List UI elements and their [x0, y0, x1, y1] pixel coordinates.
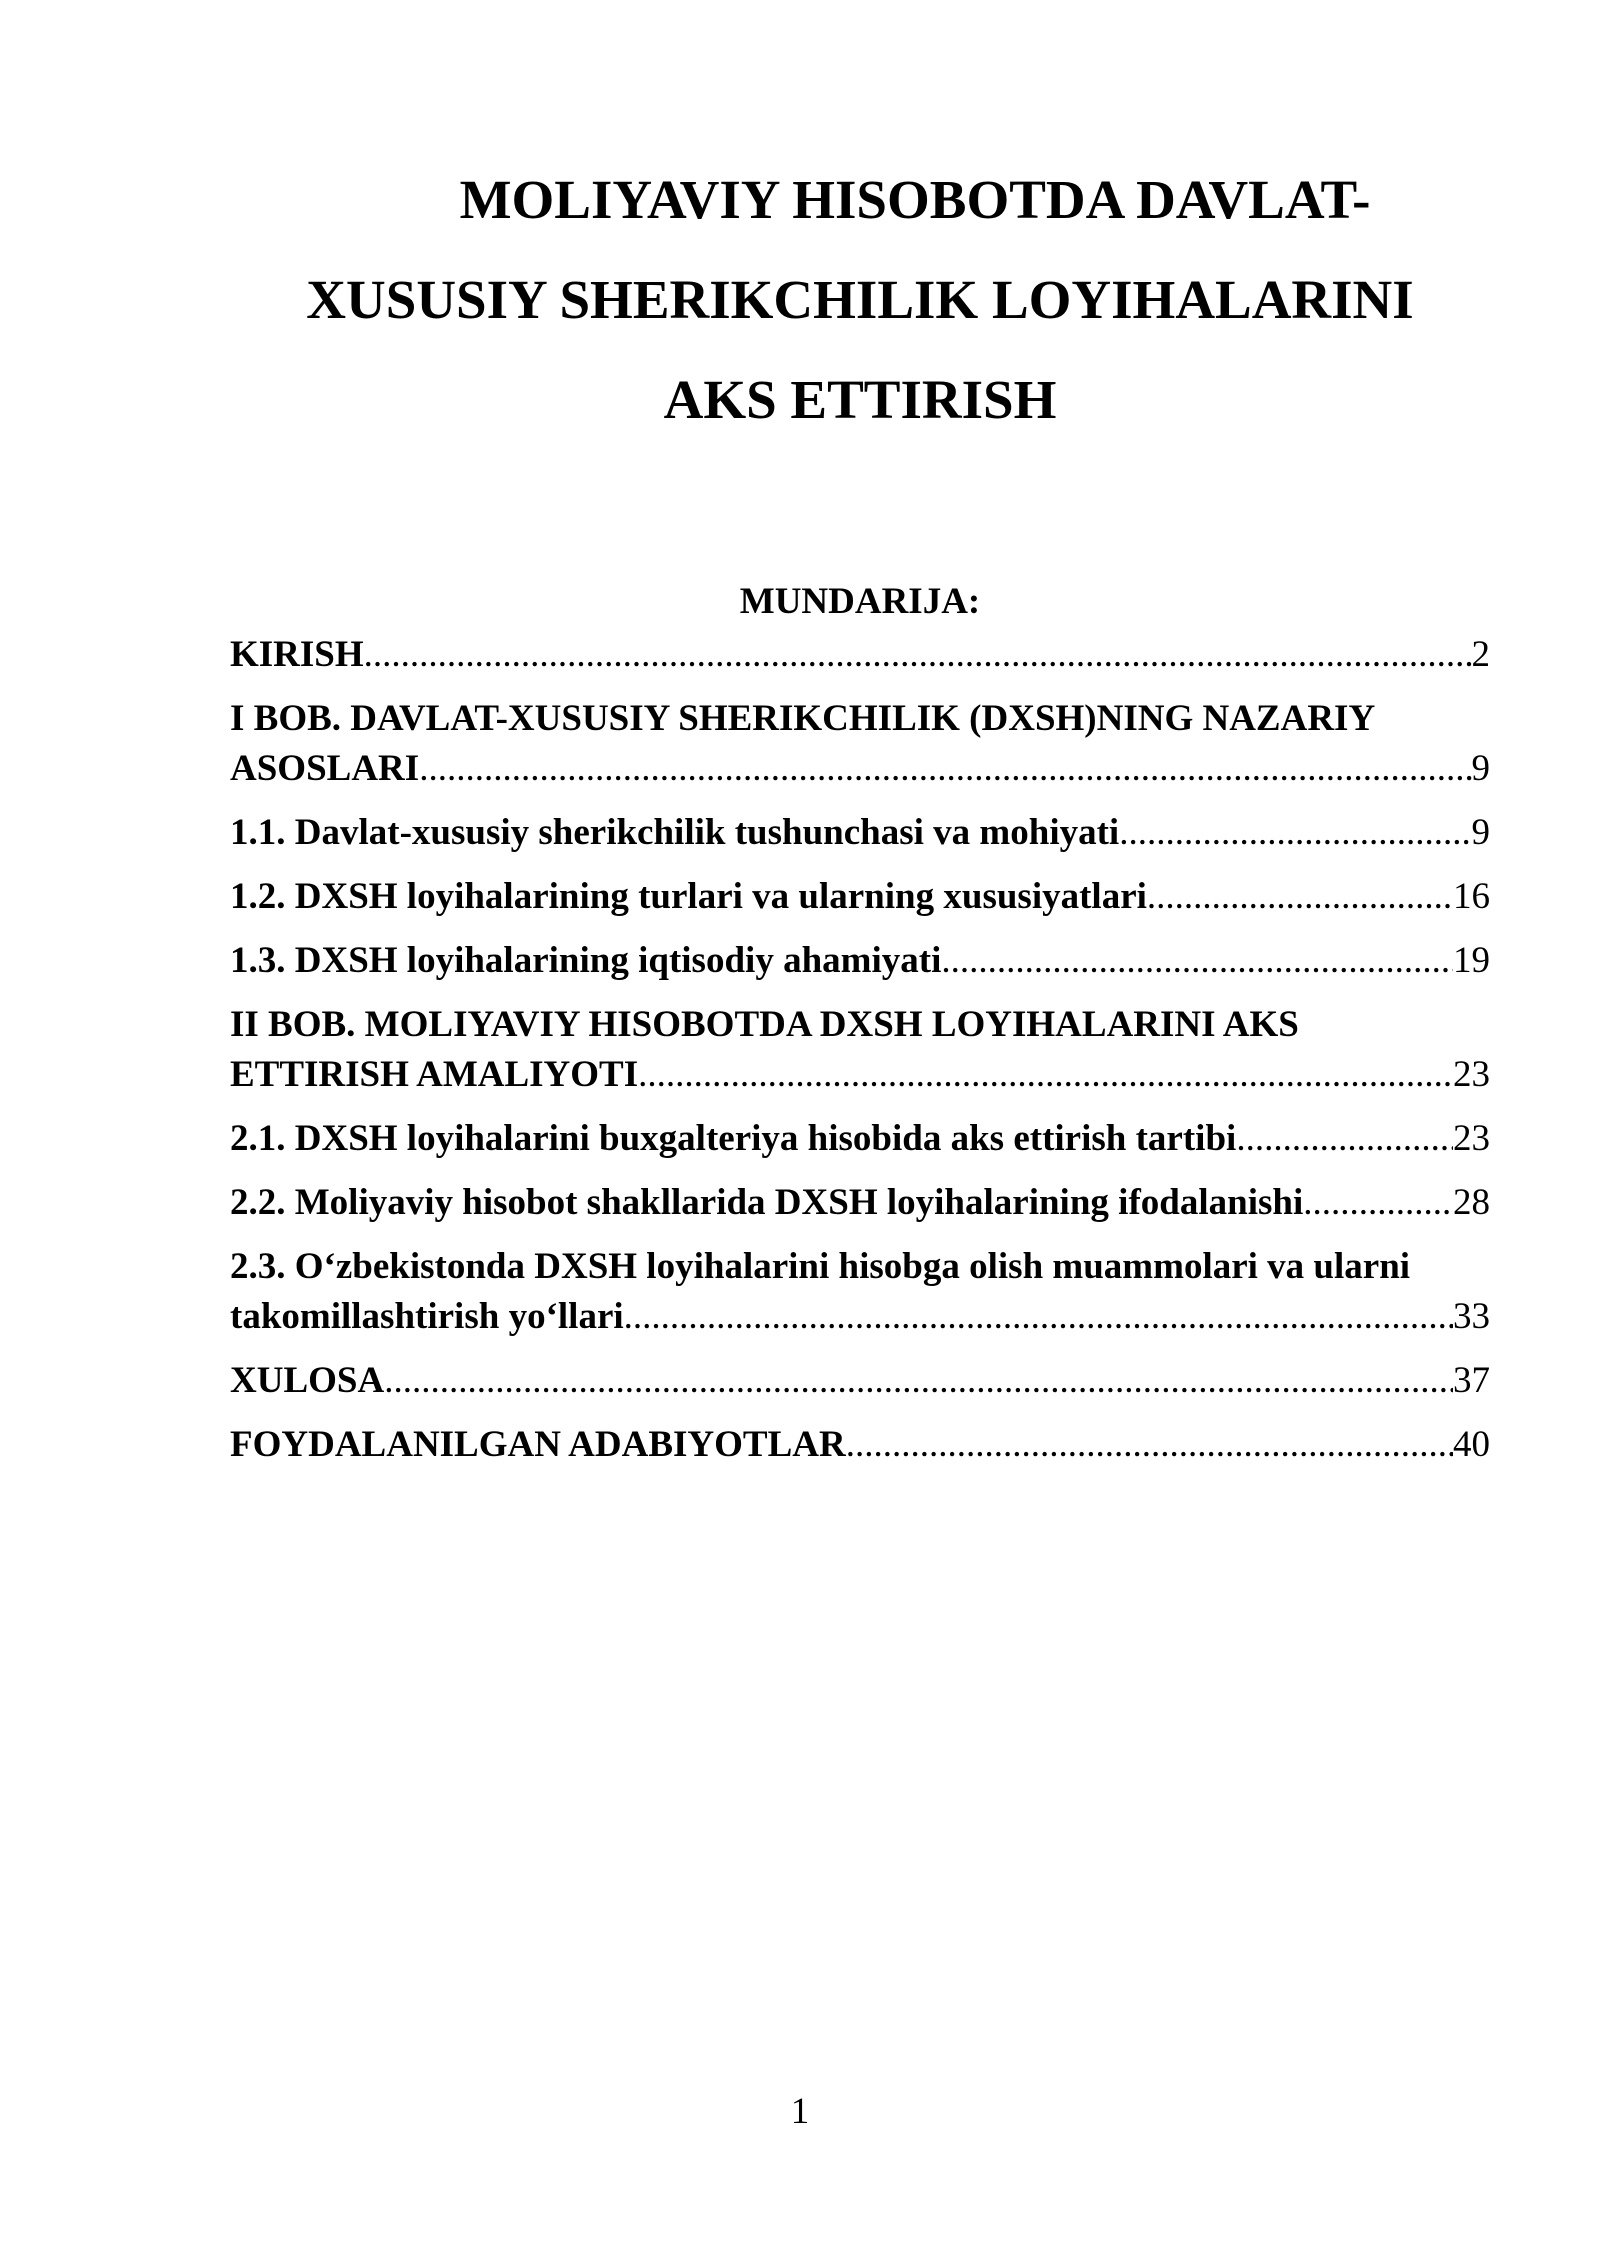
toc-leader-dots	[941, 936, 1453, 986]
toc-page-number: 23	[1453, 1054, 1490, 1095]
title-line: MOLIYAVIY HISOBOTDA DAVLAT-	[459, 169, 1371, 230]
toc-entry-label: takomillashtirish yo‘llari	[230, 1296, 624, 1337]
toc-entry-label: 1.3. DXSH loyihalarining iqtisodiy ahamiyati	[230, 940, 942, 981]
toc-entry[interactable]	[230, 936, 1490, 986]
toc-entry[interactable]	[230, 630, 1490, 680]
toc-leader-dots	[364, 630, 1472, 680]
toc-page-number: 37	[1453, 1360, 1490, 1401]
toc-entry[interactable]	[230, 1114, 1490, 1164]
toc-page-number: 33	[1453, 1296, 1490, 1337]
toc-page-number: 19	[1453, 940, 1490, 981]
toc-leader-dots	[1236, 1114, 1453, 1164]
toc-entry-label: ASOSLARI	[230, 748, 420, 789]
toc-leader-dots	[1119, 808, 1471, 858]
toc-entry-row	[230, 744, 1490, 794]
page-number: 1	[790, 2091, 810, 2132]
document-title	[230, 150, 1490, 450]
toc-page-number: 23	[1453, 1118, 1490, 1159]
toc-entry-row	[230, 936, 1490, 986]
toc-entry[interactable]	[230, 1242, 1490, 1342]
toc-entry-row	[230, 1356, 1490, 1406]
title-line: XUSUSIY SHERIKCHILIK LOYIHALARINI	[306, 269, 1414, 330]
toc-page-number: 28	[1453, 1182, 1490, 1223]
toc-heading: MUNDARIJA:	[739, 581, 981, 622]
toc-entry-label: 2.2. Moliyaviy hisobot shakllarida DXSH loyihalarining ifodalanishi	[230, 1182, 1304, 1223]
toc-page-number: 16	[1453, 876, 1490, 917]
toc-entry-row	[230, 1178, 1490, 1228]
toc-entry[interactable]	[230, 1420, 1490, 1470]
toc-entry-label: 2.1. DXSH loyihalarini buxgalteriya hisobida aks ettirish tartibi	[230, 1118, 1237, 1159]
toc-page-number: 2	[1471, 634, 1490, 675]
toc-leader-dots	[638, 1050, 1453, 1100]
toc-entry-row	[230, 1114, 1490, 1164]
toc-leader-dots	[1303, 1178, 1453, 1228]
toc-page-number: 9	[1471, 748, 1490, 789]
toc-entry[interactable]	[230, 808, 1490, 858]
toc-entry-label: ETTIRISH AMALIYOTI	[230, 1054, 639, 1095]
toc-entry[interactable]	[230, 1000, 1490, 1100]
toc-entry-label: XULOSA	[230, 1360, 385, 1401]
toc-entry-row	[230, 808, 1490, 858]
table-of-contents	[230, 630, 1490, 1484]
toc-leader-dots	[846, 1420, 1453, 1470]
toc-entry[interactable]	[230, 872, 1490, 922]
title-line: AKS ETTIRISH	[663, 369, 1057, 430]
toc-entry[interactable]	[230, 1178, 1490, 1228]
toc-page-number: 40	[1453, 1424, 1490, 1465]
toc-leader-dots	[384, 1356, 1453, 1406]
toc-entry-title-line: II BOB. MOLIYAVIY HISOBOTDA DXSH LOYIHALARINI AKS	[230, 1004, 1299, 1045]
toc-entry-label: 1.2. DXSH loyihalarining turlari va ularning xususiyatlari	[230, 876, 1147, 917]
toc-entry-title-line: I BOB. DAVLAT-XUSUSIY SHERIKCHILIK (DXSH)NING NAZARIY	[230, 698, 1376, 739]
toc-entry[interactable]	[230, 694, 1490, 794]
toc-entry-label: KIRISH	[230, 634, 364, 675]
toc-entry-row	[230, 872, 1490, 922]
toc-leader-dots	[1147, 872, 1453, 922]
toc-entry-label: FOYDALANILGAN ADABIYOTLAR	[230, 1424, 846, 1465]
toc-entry-row	[230, 1420, 1490, 1470]
toc-leader-dots	[419, 744, 1471, 794]
toc-page-number: 9	[1471, 812, 1490, 853]
toc-entry-row	[230, 1050, 1490, 1100]
toc-leader-dots	[624, 1292, 1453, 1342]
toc-entry-row	[230, 630, 1490, 680]
toc-entry-label: 1.1. Davlat-xususiy sherikchilik tushunchasi va mohiyati	[230, 812, 1120, 853]
toc-entry[interactable]	[230, 1356, 1490, 1406]
toc-entry-title-line: 2.3. O‘zbekistonda DXSH loyihalarini hisobga olish muammolari va ularni	[230, 1246, 1411, 1287]
toc-entry-row	[230, 1292, 1490, 1342]
